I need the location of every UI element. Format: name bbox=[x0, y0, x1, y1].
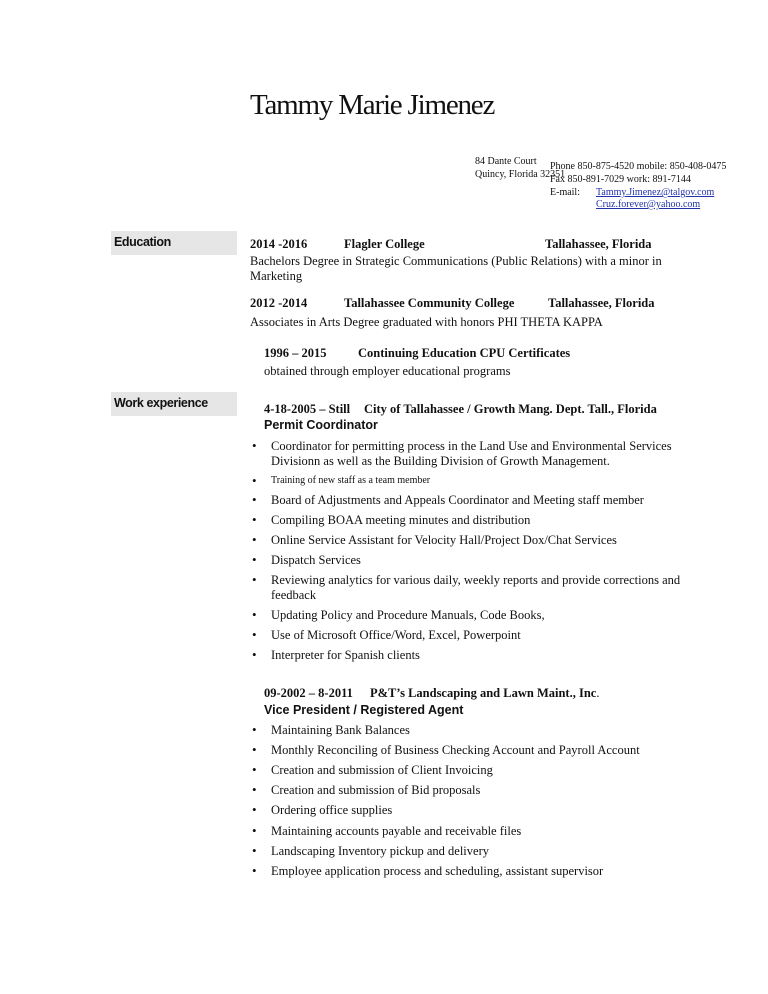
email-label: E-mail: bbox=[550, 187, 580, 198]
list-item: • Updating Policy and Procedure Manuals, Code Books, bbox=[250, 607, 545, 623]
address-line-1: 84 Dante Court bbox=[475, 156, 537, 167]
job-bullet-list bbox=[250, 473, 430, 489]
section-label-work-experience: Work experience bbox=[111, 392, 237, 416]
list-item: • Ordering office supplies bbox=[250, 802, 392, 818]
list-item-continuation: feedback bbox=[271, 588, 317, 602]
job-employer-name: P&T’s Landscaping and Lawn Maint., Inc bbox=[370, 686, 597, 700]
list-item: • Maintaining accounts payable and receivable files bbox=[250, 823, 521, 839]
list-item: • Maintaining Bank Balances bbox=[250, 722, 410, 738]
education-description: Bachelors Degree in Strategic Communications (Public Relations) with a minor in bbox=[250, 254, 662, 268]
education-school: Tallahassee Community College bbox=[344, 296, 515, 310]
education-description: Marketing bbox=[250, 269, 303, 283]
job-bullet-list bbox=[250, 722, 410, 738]
list-item: • Coordinator for permitting process in the Land Use and Environmental Services bbox=[250, 438, 672, 454]
job-employer: City of Tallahassee / Growth Mang. Dept. Tall., Florida bbox=[364, 402, 657, 416]
education-school: Flagler College bbox=[344, 237, 425, 251]
section-label-education: Education bbox=[111, 231, 237, 255]
list-item: • Monthly Reconciling of Business Checking Account and Payroll Account bbox=[250, 742, 640, 758]
job-bullet-list bbox=[250, 863, 603, 879]
list-item: • Creation and submission of Bid proposals bbox=[250, 782, 480, 798]
job-bullet-list bbox=[250, 782, 480, 798]
list-item: • Dispatch Services bbox=[250, 552, 361, 568]
list-item: • Compiling BOAA meeting minutes and distribution bbox=[250, 512, 530, 528]
email-link-personal[interactable]: Cruz.forever@yahoo.com bbox=[596, 199, 701, 210]
education-school: Continuing Education CPU Certificates bbox=[358, 346, 571, 360]
list-item: • Reviewing analytics for various daily, weekly reports and provide corrections and bbox=[250, 572, 680, 588]
list-item: • Interpreter for Spanish clients bbox=[250, 647, 420, 663]
fax-line: Fax 850-891-7029 work: 891-7144 bbox=[550, 174, 691, 185]
job-bullet-list bbox=[250, 762, 493, 778]
job-bullet-list bbox=[250, 823, 521, 839]
job-title: Permit Coordinator bbox=[264, 418, 378, 432]
job-bullet-list bbox=[250, 647, 420, 663]
education-dates: 1996 – 2015 bbox=[264, 346, 327, 360]
job-bullet-list bbox=[250, 802, 392, 818]
job-bullet-list bbox=[250, 843, 489, 859]
phone-line: Phone 850-875-4520 mobile: 850-408-0475 bbox=[550, 161, 727, 172]
job-dates: 4-18-2005 – Still bbox=[264, 402, 351, 416]
job-bullet-list bbox=[250, 607, 545, 623]
job-bullet-list bbox=[250, 532, 617, 548]
list-item: • Creation and submission of Client Invoicing bbox=[250, 762, 493, 778]
list-item-continuation: Divisionn as well as the Building Division of Growth Management. bbox=[271, 454, 610, 468]
education-description: obtained through employer educational programs bbox=[264, 364, 511, 378]
list-item: • Landscaping Inventory pickup and delivery bbox=[250, 843, 489, 859]
job-employer-suffix: . bbox=[596, 686, 600, 700]
job-employer bbox=[370, 686, 599, 701]
job-bullet-list bbox=[250, 492, 644, 508]
list-item: • Use of Microsoft Office/Word, Excel, Powerpoint bbox=[250, 627, 521, 643]
resume-name: Tammy Marie Jimenez bbox=[250, 89, 495, 121]
job-title: Vice President / Registered Agent bbox=[264, 703, 464, 717]
job-bullet-list bbox=[250, 512, 530, 528]
email-link-work[interactable]: Tammy.Jimenez@talgov.com bbox=[596, 187, 715, 198]
job-bullet-list bbox=[250, 572, 680, 588]
list-item: • Board of Adjustments and Appeals Coordinator and Meeting staff member bbox=[250, 492, 644, 508]
education-location: Tallahassee, Florida bbox=[548, 296, 655, 310]
job-bullet-list bbox=[250, 627, 521, 643]
education-description: Associates in Arts Degree graduated with honors PHI THETA KAPPA bbox=[250, 315, 603, 329]
list-item: • Training of new staff as a team member bbox=[250, 473, 430, 489]
education-location: Tallahassee, Florida bbox=[545, 237, 652, 251]
list-item: • Employee application process and scheduling, assistant supervisor bbox=[250, 863, 603, 879]
list-item: • Online Service Assistant for Velocity Hall/Project Dox/Chat Services bbox=[250, 532, 617, 548]
education-dates: 2014 -2016 bbox=[250, 237, 308, 251]
job-bullet-list bbox=[250, 438, 672, 454]
job-bullet-list bbox=[250, 552, 361, 568]
education-dates: 2012 -2014 bbox=[250, 296, 308, 310]
job-bullet-list bbox=[250, 742, 640, 758]
job-dates: 09-2002 – 8-2011 bbox=[264, 686, 353, 700]
address-line-2: Quincy, Florida 32351 bbox=[475, 169, 566, 180]
